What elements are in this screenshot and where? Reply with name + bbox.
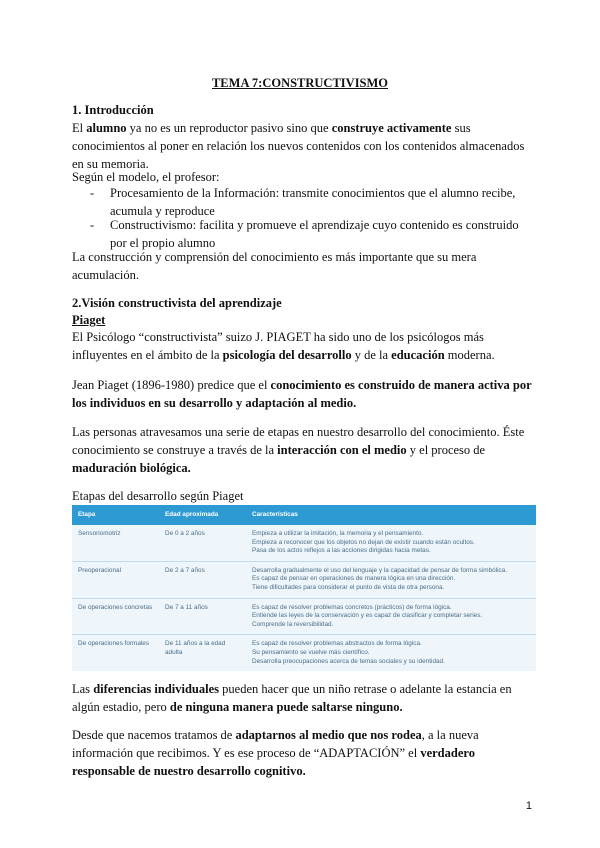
column-header: Edad aproximada bbox=[159, 505, 246, 525]
document-title: TEMA 7:CONSTRUCTIVISMO bbox=[211, 76, 389, 90]
bullet-text: Procesamiento de la Información: transmite conocimientos que el alumno recibe, acumula y reproduce bbox=[110, 186, 516, 218]
table-cell: De operaciones formales bbox=[72, 635, 159, 671]
table-caption: Etapas del desarrollo según Piaget bbox=[72, 489, 244, 503]
bullet-dash: - bbox=[90, 186, 95, 200]
stages-paragraph: Las personas atravesamos una serie de etapas en nuestro desarrollo del conocimiento. Éste conocimiento se construye a través de la interacción con el medio y el proceso de maduración biológica. bbox=[72, 425, 525, 475]
page-number: 1 bbox=[525, 800, 532, 812]
construction-paragraph: La construcción y comprensión del conocimiento es más importante que su mera acumulación. bbox=[72, 250, 477, 282]
table-cell: Preoperacional bbox=[72, 561, 159, 598]
teacher-model-intro: Según el modelo, el profesor: bbox=[72, 170, 220, 184]
table-row bbox=[72, 525, 536, 561]
bullet-dash: - bbox=[90, 218, 95, 232]
table-cell: Es capaz de resolver problemas abstractos de forma lógica. Su pensamiento se vuelve más científico. Desarrolla preocupaciones acerca de temas sociales y su identidad. bbox=[246, 635, 536, 671]
piaget-stages-table bbox=[72, 505, 536, 671]
table-row bbox=[72, 635, 536, 671]
table-cell: Sensoriomotriz bbox=[72, 525, 159, 561]
adaptation-paragraph: Desde que nacemos tratamos de adaptarnos al medio que nos rodea, a la nueva información que recibimos. Y es ese proceso de “ADAPTACIÓN” el verdadero responsable de nuestro desarrollo cognitivo. bbox=[72, 728, 479, 778]
section-2-heading: 2.Visión constructivista del aprendizaje bbox=[72, 296, 282, 310]
table-cell: Desarrolla gradualmente el uso del lenguaje y la capacidad de pensar de forma simbólica. Es capaz de pensar en operaciones de manera lógica en una dirección. Tiene dificultades para considerar el punto de vista de otra persona. bbox=[246, 561, 536, 598]
table-cell: De operaciones concretas bbox=[72, 598, 159, 635]
column-header: Etapa bbox=[72, 505, 159, 525]
piaget-subheading: Piaget bbox=[72, 313, 106, 327]
table-cell: De 0 a 2 años bbox=[159, 525, 246, 561]
table-row bbox=[72, 561, 536, 598]
piaget-paragraph: El Psicólogo “constructivista” suizo J. PIAGET ha sido uno de los psicólogos más influyentes en el ámbito de la psicología del desarrollo y de la educación moderna. bbox=[72, 330, 495, 362]
section-1-heading: 1. Introducción bbox=[72, 103, 154, 117]
table-cell: Es capaz de resolver problemas concretos (prácticos) de forma lógica. Entiende las leyes de la conservación y es capaz de clasificar y completar series. Comprende la reversibilidad. bbox=[246, 598, 536, 635]
column-header: Características bbox=[246, 505, 536, 525]
bullet-text: Constructivismo: facilita y promueve el aprendizaje cuyo contenido es construido por el propio alumno bbox=[110, 218, 519, 250]
table-cell: De 7 a 11 años bbox=[159, 598, 246, 635]
table-cell: De 11 años a la edad adulta bbox=[159, 635, 246, 671]
table-cell: De 2 a 7 años bbox=[159, 561, 246, 598]
individual-differences-paragraph: Las diferencias individuales pueden hacer que un niño retrase o adelante la estancia en algún estadio, pero de ninguna manera puede saltarse ninguno. bbox=[72, 682, 512, 714]
table-row bbox=[72, 598, 536, 635]
intro-paragraph: El alumno ya no es un reproductor pasivo sino que construye activamente sus conocimientos al poner en relación los nuevos contenidos con los contenidos almacenados en su memoria. bbox=[72, 121, 525, 171]
knowledge-paragraph: Jean Piaget (1896-1980) predice que el conocimiento es construido de manera activa por los individuos en su desarrollo y adaptación al medio. bbox=[72, 378, 532, 410]
table-cell: Empieza a utilizar la imitación, la memoria y el pensamiento. Empieza a reconocer que los objetos no dejan de existir cuando están ocultos. Pasa de los actos reflejos a las acciones dirigidas hacia metas. bbox=[246, 525, 536, 561]
